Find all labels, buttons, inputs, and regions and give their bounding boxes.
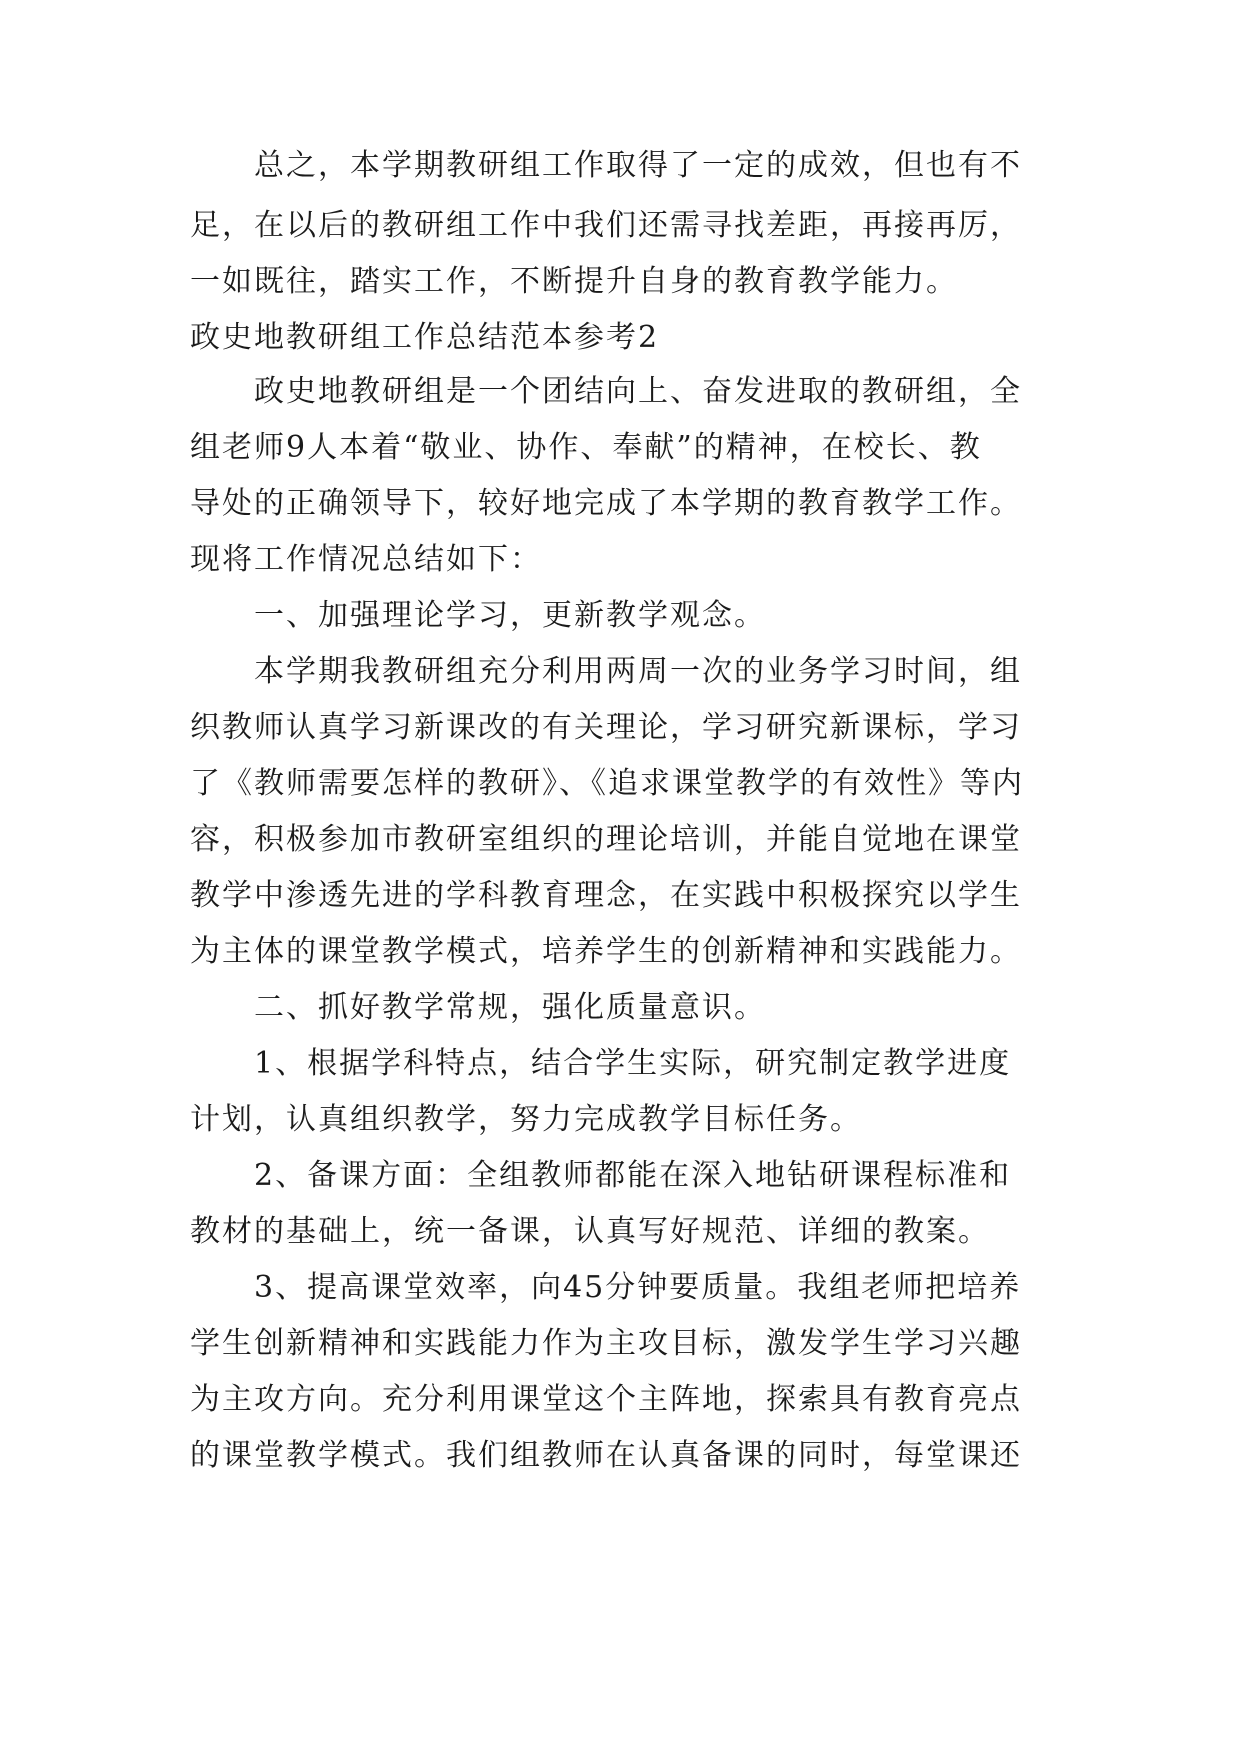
paragraph-line: 现将工作情况总结如下： [190, 542, 542, 577]
paragraph-line: 本学期我教研组充分利用两周一次的业务学习时间，组 [254, 654, 1022, 689]
paragraph-line: 容，积极参加市教研室组织的理论培训，并能自觉地在课堂 [190, 822, 1022, 857]
paragraph-line: 学生创新精神和实践能力作为主攻目标，激发学生学习兴趣 [190, 1326, 1022, 1361]
paragraph-line: 足，在以后的教研组工作中我们还需寻找差距，再接再厉， [190, 208, 1022, 243]
paragraph-line: 为主体的课堂教学模式，培养学生的创新精神和实践能力。 [190, 934, 1022, 969]
paragraph-line: 3、提高课堂效率，向45分钟要质量。我组老师把培养 [254, 1270, 1022, 1305]
section-title: 政史地教研组工作总结范本参考2 [190, 320, 660, 355]
paragraph-line: 了《教师需要怎样的教研》、《追求课堂教学的有效性》等内 [190, 766, 1024, 801]
paragraph-line: 总之，本学期教研组工作取得了一定的成效，但也有不 [254, 148, 1022, 183]
paragraph-line: 织教师认真学习新课改的有关理论，学习研究新课标，学习 [190, 710, 1022, 745]
paragraph-line: 2、备课方面：全组教师都能在深入地钻研课程标准和 [254, 1158, 1012, 1193]
heading-line: 一、加强理论学习，更新教学观念。 [254, 598, 766, 633]
paragraph-line: 一如既往，踏实工作，不断提升自身的教育教学能力。 [190, 264, 958, 299]
paragraph-line: 组老师9人本着“敬业、协作、奉献”的精神，在校长、教 [190, 430, 982, 465]
paragraph-line: 计划，认真组织教学，努力完成教学目标任务。 [190, 1102, 862, 1137]
paragraph-line: 教学中渗透先进的学科教育理念，在实践中积极探究以学生 [190, 878, 1022, 913]
paragraph-line: 为主攻方向。充分利用课堂这个主阵地，探索具有教育亮点 [190, 1382, 1022, 1417]
paragraph-line: 教材的基础上，统一备课，认真写好规范、详细的教案。 [190, 1214, 990, 1249]
paragraph-line: 导处的正确领导下，较好地完成了本学期的教育教学工作。 [190, 486, 1022, 521]
paragraph-line: 政史地教研组是一个团结向上、奋发进取的教研组，全 [254, 374, 1022, 409]
paragraph-line: 的课堂教学模式。我们组教师在认真备课的同时，每堂课还 [190, 1438, 1022, 1473]
heading-line: 二、抓好教学常规，强化质量意识。 [254, 990, 766, 1025]
paragraph-line: 1、根据学科特点，结合学生实际，研究制定教学进度 [254, 1046, 1012, 1081]
